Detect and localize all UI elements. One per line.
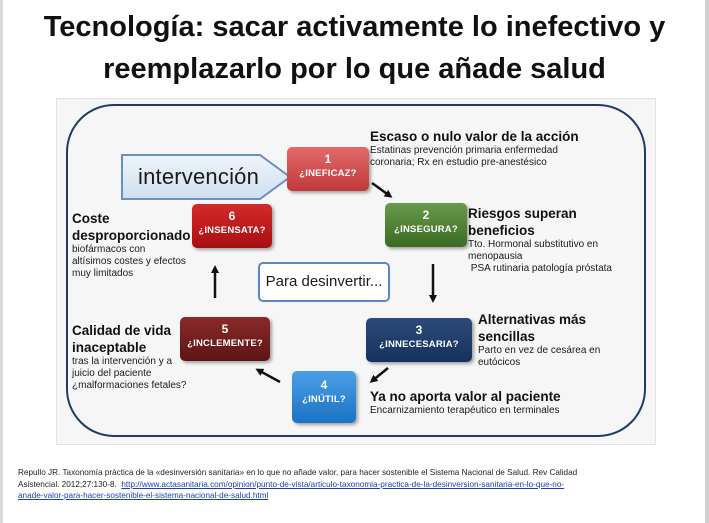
reference-line-2 (18, 479, 696, 491)
step-question: ¿INEFICAZ? (299, 168, 357, 179)
arrow-3-to-4 (372, 368, 388, 381)
reference-citation (18, 467, 696, 502)
reference-source: Asistencial. 2012;27:130-8. (18, 479, 117, 489)
step-number: 2 (422, 208, 430, 222)
arrow-4-to-5 (258, 370, 280, 382)
label-heading-2: desproporcionado (72, 228, 191, 243)
label-line: PSA rutinaria patología próstata (468, 263, 612, 274)
label-heading: Ya no aporta valor al paciente (370, 389, 561, 404)
label-line: menopausia (468, 251, 523, 262)
center-box-para-desinvertir: Para desinvertir... (258, 262, 390, 302)
label-step-6 (72, 210, 194, 280)
reference-link[interactable]: http://www.actasanitaria.com/opinion/punto-de-vista/articulo-taxonomia-practica-de-la-desinversion-sanitaria-en-lo-que-no- (121, 479, 565, 489)
label-heading-2: beneficios (468, 223, 535, 238)
step-question: ¿INSENSATA? (198, 225, 266, 236)
arrow-1-to-2 (372, 183, 390, 196)
step-question: ¿INNECESARIA? (379, 339, 459, 350)
label-heading: Riesgos superan (468, 206, 577, 221)
intervention-label: intervención (138, 164, 260, 189)
label-line: Parto en vez de cesárea en (478, 345, 601, 356)
label-heading: Alternativas más (478, 312, 587, 327)
step-number: 1 (324, 152, 332, 166)
label-step-3 (478, 311, 628, 369)
reference-line-3 (18, 490, 696, 502)
label-heading-2: sencillas (478, 329, 536, 344)
label-line: eutócicos (478, 357, 521, 368)
reference-link-continued[interactable]: anade-valor-para-hacer-sostenible-el-sistema-nacional-de-salud.html (18, 491, 269, 500)
label-line: biofármacos con (72, 244, 146, 255)
title-line-2: reemplazarlo por lo que añade salud (103, 53, 606, 85)
label-heading: Calidad de vida (72, 323, 172, 338)
label-step-5 (72, 322, 192, 392)
step-number: 5 (221, 322, 229, 336)
label-heading: Escaso o nulo valor de la acción (370, 129, 579, 144)
label-line: Encarnizamiento terapéutico en terminales (370, 405, 560, 416)
label-line: juicio del paciente (72, 368, 152, 379)
step-number: 4 (320, 378, 328, 392)
step-question: ¿INSEGURA? (394, 224, 458, 235)
step-question: ¿INCLEMENTE? (187, 338, 263, 349)
label-line: coronaria; Rx en estudio pre-anestésico (370, 157, 547, 168)
label-line: altísimos costes y efectos (72, 256, 186, 267)
step-number: 3 (415, 323, 423, 337)
label-line: tras la intervención y a (72, 356, 173, 367)
step-question: ¿INÚTIL? (302, 394, 346, 405)
label-step-2 (468, 205, 628, 275)
label-line: Estatinas prevención primaria enfermedad (370, 145, 558, 156)
label-line: ¿malformaciones fetales? (72, 380, 187, 391)
label-heading: Coste (72, 211, 110, 226)
label-line: muy limitados (72, 268, 134, 279)
title-line-1: Tecnología: sacar activamente lo inefectivo y (43, 11, 666, 43)
step-number: 6 (228, 209, 236, 223)
reference-line-1: Repullo JR. Taxonomía práctica de la «desinversión sanitaria» en lo que no añade valor, para hacer sostenible el Sistema Nacional de Salud. Rev Calidad (18, 468, 578, 477)
label-step-4 (370, 388, 600, 417)
label-step-1 (370, 128, 600, 169)
label-line: Tto. Hormonal substitutivo en (468, 239, 599, 250)
label-heading-2: inaceptable (72, 340, 147, 355)
